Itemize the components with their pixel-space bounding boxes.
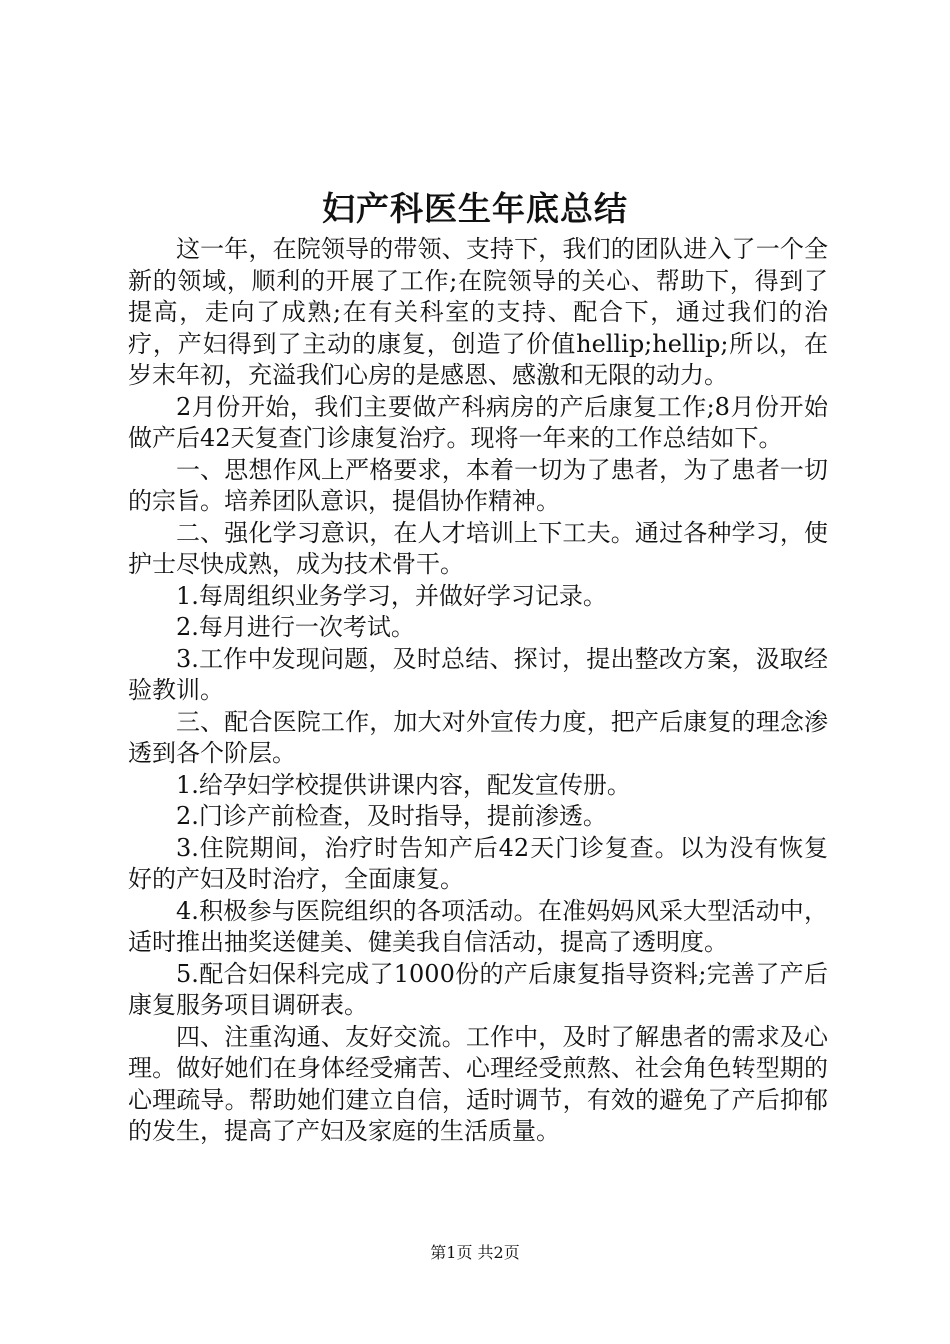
paragraph-intro: 这一年，在院领导的带领、支持下，我们的团队进入了一个全新的领域，顺利的开展了工作;在院领导的关心、帮助下，得到了提高，走向了成熟;在有关科室的支持、配合下，通过我们的治疗，产妇得到了主动的康复，创造了价值hellip;hellip;所以，在岁末年初，充溢我们心房的是感恩、感激和无限的动力。 [128,235,828,389]
list-item: 1.每周组织业务学习，并做好学习记录。 [176,581,607,610]
list-item: 3.住院期间，治疗时告知产后42天门诊复查。以为没有恢复好的产妇及时治疗，全面康复。 [128,833,828,893]
list-item: 2.每月进行一次考试。 [176,613,415,641]
section-4-heading: 四、注重沟通、友好交流。工作中，及时了解患者的需求及心理。做好她们在身体经受痛苦、心理经受煎熬、社会角色转型期的心理疏导。帮助她们建立自信，适时调节，有效的避免了产后抑郁的发生，提高了产妇及家庭的生活质量。 [128,1022,828,1145]
list-item: 4.积极参与医院组织的各项活动。在准妈妈风采大型活动中，适时推出抽奖送健美、健美我自信活动，提高了透明度。 [128,896,828,956]
document-title: 妇产科医生年底总结 [322,189,628,228]
list-item: 1.给孕妇学校提供讲课内容，配发宣传册。 [176,770,631,799]
section-3-heading: 三、配合医院工作，加大对外宣传力度，把产后康复的理念渗透到各个阶层。 [128,707,828,767]
page-indicator: 第1页 共2页 [430,1243,520,1262]
section-1-heading: 一、思想作风上严格要求，本着一切为了患者，为了患者一切的宗旨。培养团队意识，提倡协作精神。 [128,455,828,515]
section-2-heading: 二、强化学习意识，在人才培训上下工夫。通过各种学习，使护士尽快成熟，成为技术骨干。 [128,518,828,578]
document-body [128,234,828,1148]
paragraph-overview: 2月份开始，我们主要做产科病房的产后康复工作;8月份开始做产后42天复查门诊康复治疗。现将一年来的工作总结如下。 [128,392,828,452]
list-item: 5.配合妇保科完成了1000份的产后康复指导资料;完善了产后康复服务项目调研表。 [128,959,828,1019]
list-item: 3.工作中发现问题，及时总结、探讨，提出整改方案，汲取经验教训。 [128,644,828,704]
list-item: 2.门诊产前检查，及时指导，提前渗透。 [176,802,607,830]
